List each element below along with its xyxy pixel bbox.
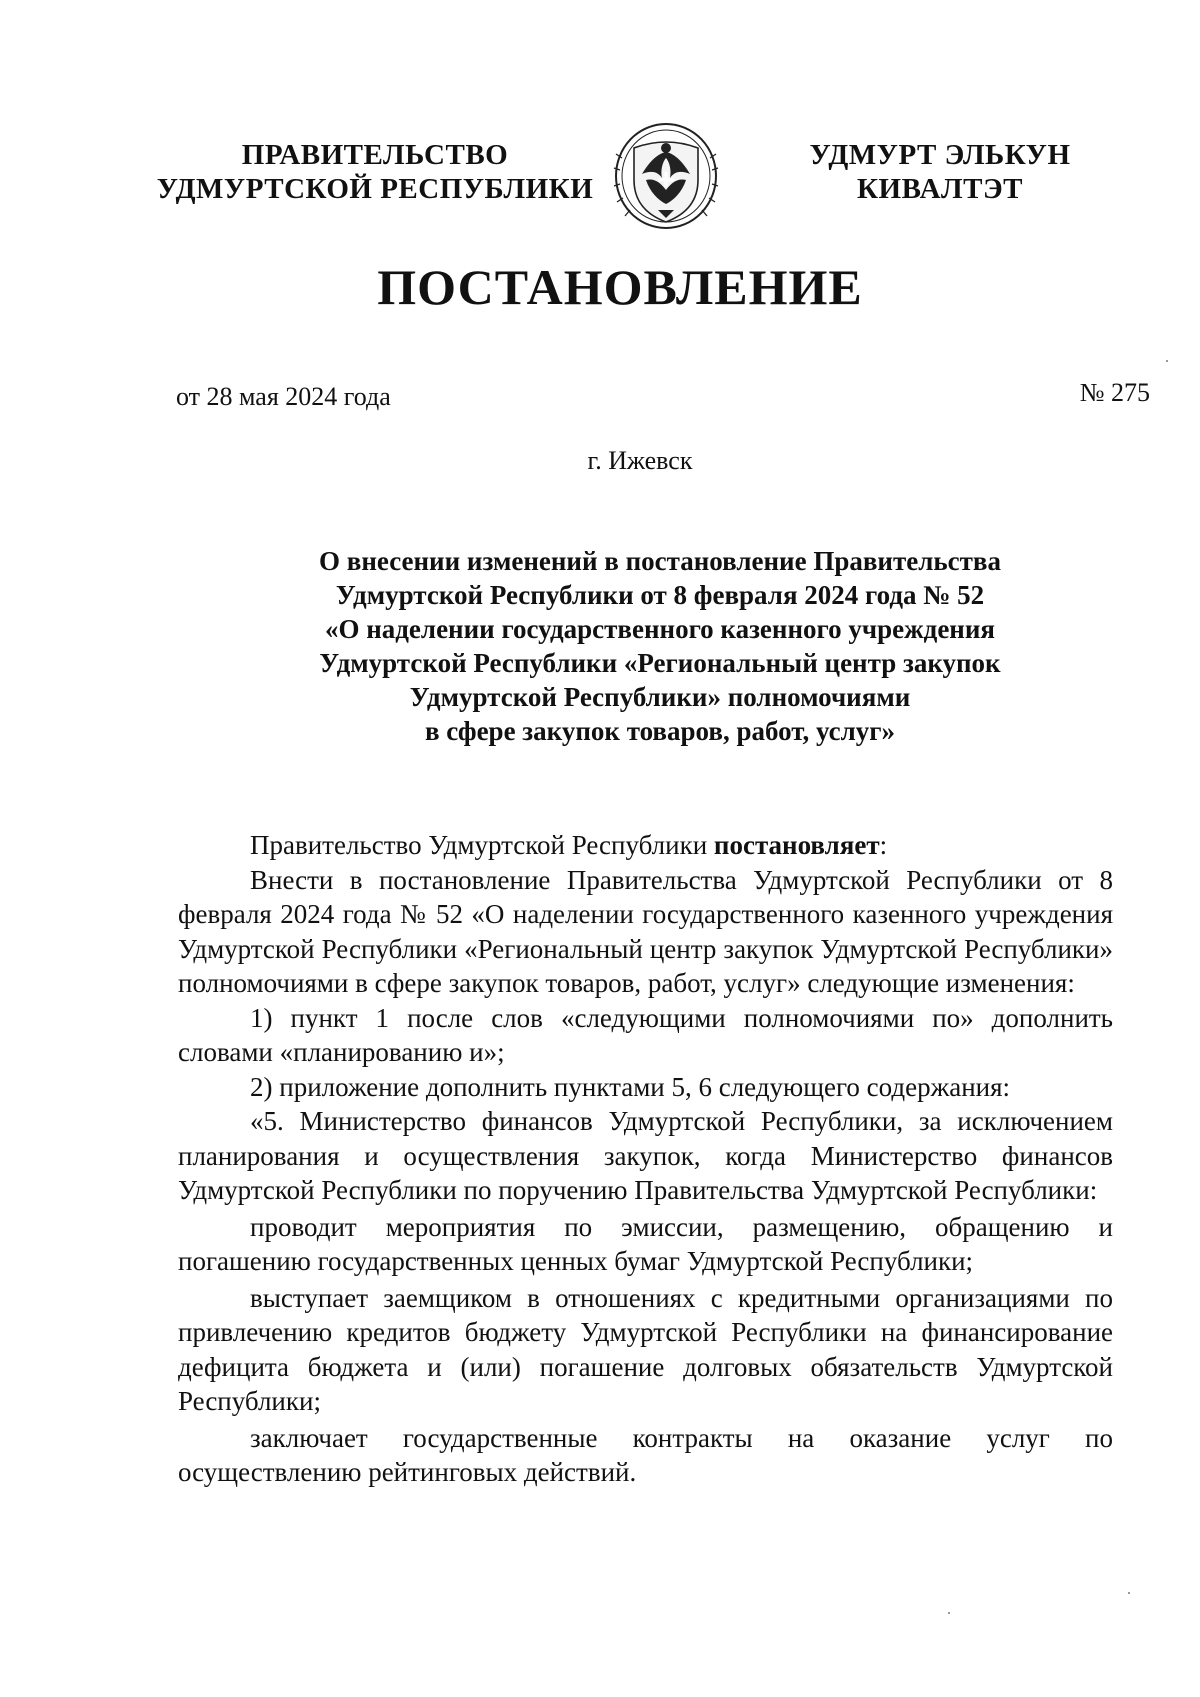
document-type: ПОСТАНОВЛЕНИЕ bbox=[377, 259, 863, 315]
title-line: Удмуртской Республики» полномочиями bbox=[409, 682, 911, 712]
body-paragraph: Внести в постановление Правительства Удмуртской Республики от 8 февраля 2024 года № 52 «О наделении государственного казенного учреждения Удмуртской Республики «Региональный центр закупок Удмуртской Республики» полномочиями в сфере закупок товаров, работ, услуг» следующие изменения: bbox=[178, 864, 1113, 998]
issuer-udm-line-2: КИВАЛТЭТ bbox=[856, 173, 1023, 205]
body-paragraph: заключает государственные контракты на оказание услуг по осуществлению рейтинговых действий. bbox=[178, 1422, 1113, 1487]
document-title bbox=[230, 544, 1090, 748]
scan-speck bbox=[948, 1612, 950, 1614]
title-line: Удмуртской Республики «Региональный центр закупок bbox=[319, 648, 1001, 678]
document-city: г. Ижевск bbox=[587, 446, 693, 475]
scan-speck bbox=[1166, 360, 1168, 362]
scan-speck bbox=[1128, 1592, 1130, 1594]
coat-of-arms-icon bbox=[612, 118, 720, 230]
document-date: от 28 мая 2024 года bbox=[176, 382, 391, 411]
body-paragraph: 1) пункт 1 после слов «следующими полномочиями по» дополнить словами «планированию и»; bbox=[178, 1002, 1113, 1067]
title-line: О внесении изменений в постановление Правительства bbox=[319, 546, 1001, 576]
resolves-keyword: постановляет bbox=[713, 830, 880, 860]
issuer-name-udmurt bbox=[790, 138, 1090, 206]
title-line: в сфере закупок товаров, работ, услуг» bbox=[424, 716, 896, 746]
body-paragraph: проводит мероприятия по эмиссии, размещению, обращению и погашению государственных ценных бумаг Удмуртской Республики; bbox=[178, 1211, 1113, 1276]
issuer-line-2: УДМУРТСКОЙ РЕСПУБЛИКИ bbox=[156, 173, 594, 205]
body-paragraph: выступает заемщиком в отношениях с кредитными организациями по привлечению кредитов бюджету Удмуртской Республики на финансирование дефицита бюджета и (или) погашение долговых обязательств Удмуртской Республики; bbox=[178, 1282, 1113, 1416]
issuer-line-1: ПРАВИТЕЛЬСТВО bbox=[241, 139, 509, 171]
body-intro: Правительство Удмуртской Республики постановляет: bbox=[250, 830, 888, 860]
document-body bbox=[178, 828, 1113, 1490]
body-paragraph: «5. Министерство финансов Удмуртской Республики, за исключением планирования и осуществления закупок, когда Министерство финансов Удмуртской Республики по поручению Правительства Удмуртской Республики: bbox=[178, 1106, 1113, 1205]
document-number: № 275 bbox=[1079, 378, 1150, 407]
issuer-name-russian bbox=[150, 138, 600, 206]
issuer-udm-line-1: УДМУРТ ЭЛЬКУН bbox=[809, 139, 1071, 171]
title-line: Удмуртской Республики от 8 февраля 2024 года № 52 bbox=[335, 580, 985, 610]
body-paragraph: 2) приложение дополнить пунктами 5, 6 следующего содержания: bbox=[250, 1071, 1011, 1102]
title-line: «О наделении государственного казенного учреждения bbox=[324, 614, 996, 644]
